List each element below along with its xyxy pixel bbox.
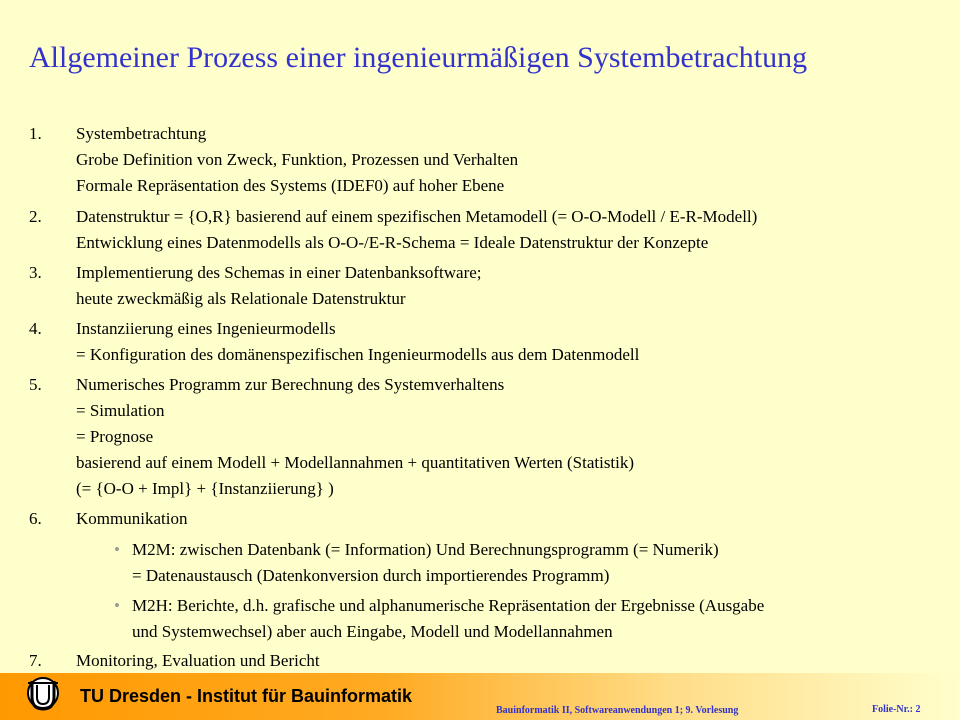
sub-list-item-line: M2H: Berichte, d.h. grafische und alphanumerische Repräsentation der Ergebnisse (Ausgabe xyxy=(132,596,765,615)
sub-list-item-line: und Systemwechsel) aber auch Eingabe, Modell und Modellannahmen xyxy=(132,622,613,641)
list-item-number: 6. xyxy=(29,509,42,528)
list-item-number: 7. xyxy=(29,651,42,670)
list-item-line: Entwicklung eines Datenmodells als O-O-/E-R-Schema = Ideale Datenstruktur der Konzepte xyxy=(76,233,709,252)
list-item-line: Monitoring, Evaluation und Bericht xyxy=(76,651,320,670)
list-item-line: = Simulation xyxy=(76,401,165,420)
list-item-line: = Prognose xyxy=(76,427,154,446)
slide-title: Allgemeiner Prozess einer ingenieurmäßigen Systembetrachtung xyxy=(29,41,808,74)
list-item-number: 1. xyxy=(29,124,42,143)
list-item-line: Implementierung des Schemas in einer Datenbanksoftware; xyxy=(76,263,482,282)
list-item-number: 2. xyxy=(29,207,42,226)
list-item-line: Formale Repräsentation des Systems (IDEF0) auf hoher Ebene xyxy=(76,176,505,195)
slide-number: Folie-Nr.: 2 xyxy=(872,704,921,715)
list-item-line: Kommunikation xyxy=(76,509,188,528)
bullet-icon: • xyxy=(114,596,120,615)
list-item-line: Grobe Definition von Zweck, Funktion, Prozessen und Verhalten xyxy=(76,150,519,169)
list-item-number: 3. xyxy=(29,263,42,282)
sub-list-item-line: M2M: zwischen Datenbank (= Information) Und Berechnungsprogramm (= Numerik) xyxy=(132,540,719,559)
tu-dresden-logo-icon xyxy=(25,673,61,715)
bullet-icon: • xyxy=(114,540,120,559)
list-item-line: = Konfiguration des domänenspezifischen Ingenieurmodells aus dem Datenmodell xyxy=(76,345,640,364)
sub-list-item-line: = Datenaustausch (Datenkonversion durch importierendes Programm) xyxy=(132,566,610,585)
list-item-line: (= {O-O + Impl} + {Instanziierung} ) xyxy=(76,479,334,498)
list-item-line: Numerisches Programm zur Berechnung des Systemverhaltens xyxy=(76,375,505,394)
institute-name: TU Dresden - Institut für Bauinformatik xyxy=(80,686,413,706)
course-info: Bauinformatik II, Softwareanwendungen 1; 9. Vorlesung xyxy=(496,705,739,716)
list-item-number: 5. xyxy=(29,375,42,394)
list-item-line: heute zweckmäßig als Relationale Datenstruktur xyxy=(76,289,406,308)
list-item-line: Instanziierung eines Ingenieurmodells xyxy=(76,319,336,338)
list-item-line: basierend auf einem Modell + Modellannahmen + quantitativen Werten (Statistik) xyxy=(76,453,635,472)
list-item-line: Datenstruktur = {O,R} basierend auf einem spezifischen Metamodell (= O-O-Modell / E-R-Modell) xyxy=(76,207,758,226)
list-item-number: 4. xyxy=(29,319,42,338)
list-item-line: Systembetrachtung xyxy=(76,124,207,143)
